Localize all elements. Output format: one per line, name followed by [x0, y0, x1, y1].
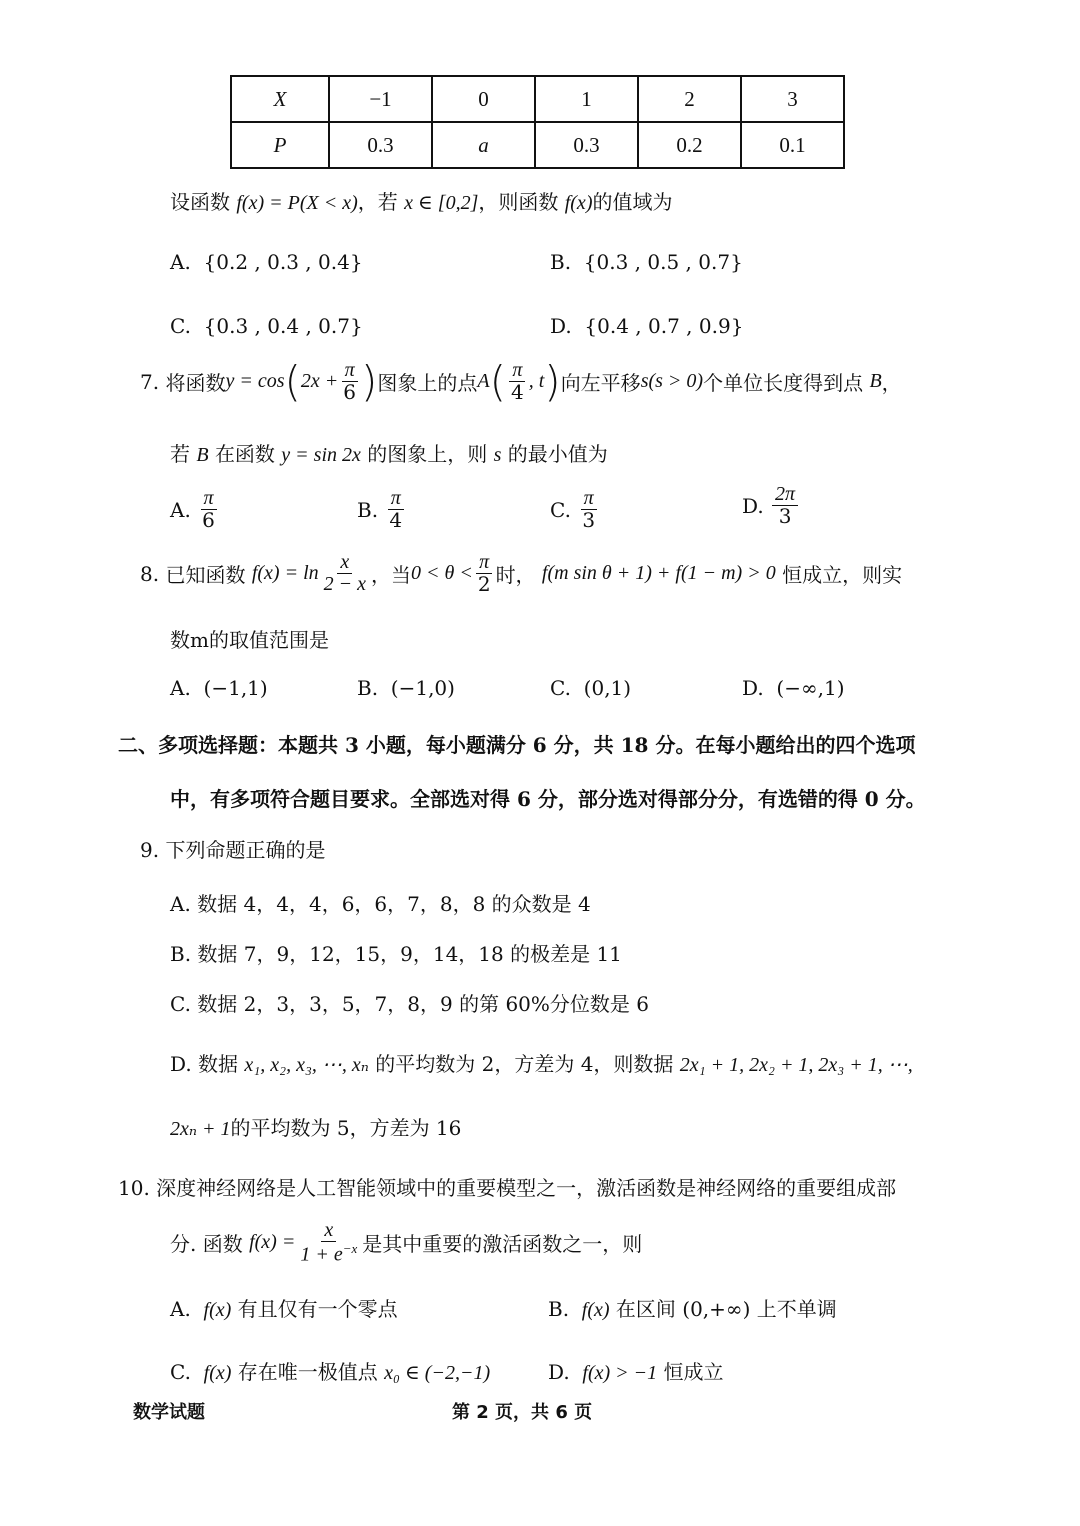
q9-option-c: C. 数据 2，3，3，5，7，8，9 的第 60%分位数是 6 [170, 992, 649, 1016]
table-cell: X [231, 76, 329, 122]
q8-option-b: B. (−1,0) [357, 676, 455, 700]
q6-stem: 设函数 f(x) = P(X < x)，若 x ∈ [0,2]，则函数 f(x)的值域为 [170, 190, 673, 214]
table-cell: a [432, 122, 535, 168]
fraction: $\frac{x}{1 + e^{-x}}$ [300, 1219, 358, 1266]
q9-option-b: B. 数据 7，9，12，15，9，14，18 的极差是 11 [170, 942, 622, 966]
q10-option-a: A. f(x) 有且仅有一个零点 [170, 1297, 398, 1321]
table-cell: −1 [329, 76, 432, 122]
distribution-table [230, 75, 845, 169]
q8-option-a: A. (−1,1) [170, 676, 268, 700]
q8-stem-line2: 数m的取值范围是 [170, 628, 329, 652]
q7-stem-line2: 若 B 在函数 y = sin 2x 的图象上，则 s 的最小值为 [170, 442, 608, 466]
q9-option-d: D. 数据 x₁, x₂, x₃, ⋯, xₙ 的平均数为 2，方差为 4，则数据 2x₁ + 1, 2x₂ + 1, 2x₃ + 1, ⋯, [170, 1052, 913, 1076]
footer-page-number: 第 2 页，共 6 页 [452, 1402, 593, 1423]
table-cell: 0 [432, 76, 535, 122]
fraction: $\frac{\pi}{4}$ [511, 359, 524, 404]
table-cell: 0.3 [329, 122, 432, 168]
table-row [231, 76, 844, 122]
q10-stem-line2: 分. 函数 f(x) = $\frac{x}{1 + e^{-x}}$ 是其中重要的激活函数之一，则 [170, 1219, 643, 1266]
q9-option-a: A. 数据 4，4，4，6，6，7，8，8 的众数是 4 [170, 892, 591, 916]
q10-option-c: C. f(x) 存在唯一极值点 x₀ ∈ (−2,−1) [170, 1360, 491, 1384]
q8-option-d: D. (−∞,1) [742, 676, 845, 700]
table-cell: P [231, 122, 329, 168]
q7-stem: 7. 将函数 y = cos ( 2x + $\frac{\pi}{6}$ ) 图象上的点 A ( $\frac{\pi}{4}$ , t ) 向左平移 s(s > 0) 个单位长度得到点 B ， [140, 356, 902, 406]
q7-option-a: A. $\frac{\pi}{6}$ [170, 487, 215, 532]
fraction: $\frac{x}{2 - x}$ [323, 551, 366, 595]
q6-option-d: D. {0.4 , 0.7 , 0.9} [550, 314, 744, 338]
table-cell: 0.2 [638, 122, 741, 168]
table-cell: 0.3 [535, 122, 638, 168]
table-cell: 1 [535, 76, 638, 122]
table-cell: 3 [741, 76, 844, 122]
footer-subject: 数学试题 [133, 1402, 205, 1423]
q10-option-b: B. f(x) 在区间 (0,+∞) 上不单调 [548, 1297, 837, 1321]
section-heading-line2: 中，有多项符合题目要求。全部选对得 6 分，部分选对得部分分，有选错的得 0 分。 [170, 787, 926, 811]
q7-option-d: D. $\frac{2\pi}{3}$ [742, 484, 800, 527]
section-heading: 二、多项选择题：本题共 3 小题，每小题满分 6 分，共 18 分。在每小题给出的四个选项 [118, 733, 916, 757]
table-cell: 2 [638, 76, 741, 122]
q7-option-b: B. $\frac{\pi}{4}$ [357, 487, 403, 532]
q9-option-d-line2: 2xₙ + 1的平均数为 5，方差为 16 [170, 1116, 462, 1140]
q7-option-c: C. $\frac{\pi}{3}$ [550, 487, 596, 532]
q6-option-a: A. {0.2 , 0.3 , 0.4} [170, 250, 363, 274]
fraction: $\frac{\pi}{2}$ [477, 551, 491, 596]
q6-option-b: B. {0.3 , 0.5 , 0.7} [550, 250, 743, 274]
q10-stem: 10. 深度神经网络是人工智能领域中的重要模型之一，激活函数是神经网络的重要组成部 [118, 1176, 897, 1200]
fraction: $\frac{\pi}{6}$ [343, 359, 356, 404]
q6-option-c: C. {0.3 , 0.4 , 0.7} [170, 314, 363, 338]
q8-stem: 8. 已知函数 f(x) = ln $\frac{x}{2 - x}$ ，当 0 < θ < $\frac{\pi}{2}$ 时， f(m sin θ + 1) + f(1 − m) > 0 恒成立，则实 [140, 551, 903, 596]
q10-option-d: D. f(x) > −1 恒成立 [548, 1360, 724, 1384]
table-row [231, 122, 844, 168]
table-cell: 0.1 [741, 122, 844, 168]
q9-stem: 9. 下列命题正确的是 [140, 838, 326, 862]
q8-option-c: C. (0,1) [550, 676, 632, 700]
